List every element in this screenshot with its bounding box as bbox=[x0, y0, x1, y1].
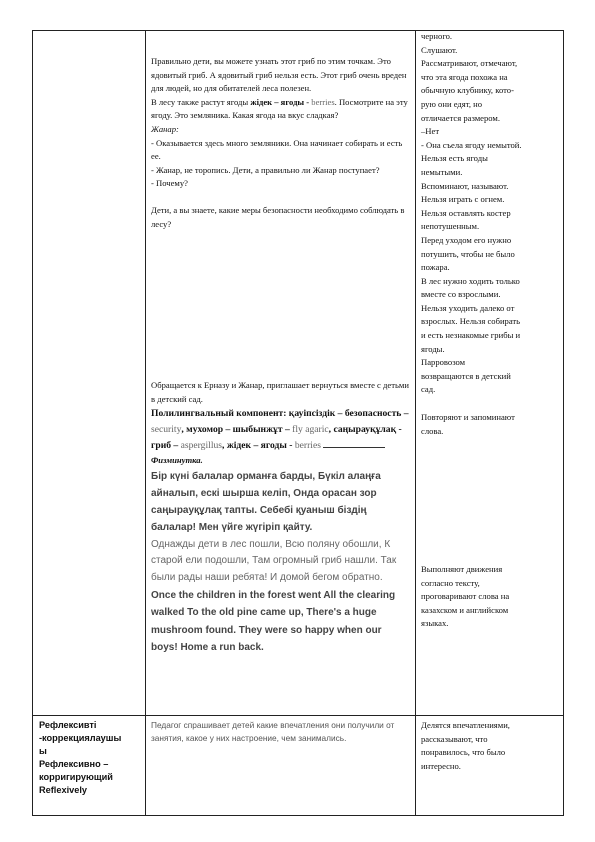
right-line: и есть незнакомые грибы и bbox=[421, 330, 521, 341]
right-line: Нельзя играть с огнем. bbox=[421, 194, 505, 205]
movements-line: согласно тексту, bbox=[421, 577, 480, 588]
reflection-teacher-cell bbox=[146, 719, 415, 809]
mushroom-paragraph: Правильно дети, вы можете узнать этот гриб по этим точкам. Это ядовитый гриб. А ядовитый гриб нельзя есть. Этот гриб очень вреден для людей, но для обитателей леса полезен. bbox=[151, 56, 407, 94]
dialogue-line: - Жанар, не торопись. Дети, а правильно ли Жанар поступает? bbox=[151, 164, 380, 175]
kazakh-poem: Бір күні балалар орманға барды, Бүкіл алаңға айналып, ескі шырша келіп, Онда орасан зор саңырауқұлақ тапты. Себебі қуаныш біздің балалар! Мен үйге жүгіріп қайту. bbox=[151, 470, 381, 534]
russian-poem: Однажды дети в лес пошли, Всю поляну обошли, К старой ели подошли, Там огромный гриб нашли. Так были рады наши ребята! И домой бегом обратно. bbox=[151, 538, 397, 584]
stage-line: корригирующий bbox=[39, 772, 113, 782]
right-line: пожара. bbox=[421, 262, 450, 273]
stage-line: Рефлексивно – bbox=[39, 759, 109, 769]
stage-line: Reflexively bbox=[39, 785, 88, 795]
right-line: что эта ягода похожа на bbox=[421, 71, 508, 82]
right-line: потушить, чтобы не было bbox=[421, 248, 515, 259]
right-line: Нельзя оставлять костер bbox=[421, 207, 511, 218]
reflection-line: интересно. bbox=[421, 760, 461, 771]
polylingual-component: Полилингвальный компонент: қауіпсіздік – безопасность – security, мухомор – шыбынжұт – fly agaric, саңырауқұлақ - гриб – aspergillus, жідек – ягоды - berries bbox=[151, 408, 409, 452]
address-paragraph: Обращается к Ерназу и Жанар, приглашает вернуться вместе с детьми в детский сад. bbox=[151, 380, 409, 404]
berries-paragraph: В лесу также растут ягоды жідек – ягоды - berries. Посмотрите на эту ягоду. Это земляника. Какая ягода на вкус сладкая? bbox=[151, 96, 408, 121]
repeat-line: слова. bbox=[421, 425, 444, 436]
stage-line: ы bbox=[39, 746, 47, 756]
right-line: возвращаются в детский bbox=[421, 370, 511, 381]
english-poem: Once the children in the forest went All the clearing walked To the old pine came up, There's a huge mushroom found. They were so happy when our boys! Home a run back. bbox=[151, 589, 396, 654]
right-line: вместе со взрослыми. bbox=[421, 289, 501, 300]
right-line: рую они едят, но bbox=[421, 98, 483, 109]
right-line: Нельзя есть ягоды bbox=[421, 153, 488, 164]
movements-cell bbox=[416, 563, 564, 643]
right-line: - Она съела ягоду немытой. bbox=[421, 139, 522, 150]
right-line: Слушают. bbox=[421, 44, 458, 55]
repeat-line: Повторяют и запоминают bbox=[421, 412, 515, 423]
right-line: отличается размером. bbox=[421, 112, 500, 123]
dialogue-line: - Почему? bbox=[151, 178, 188, 189]
reflection-line: рассказывают, что bbox=[421, 733, 488, 744]
fizminutka-heading: Физминутка. bbox=[151, 455, 203, 466]
right-line: обычную клубнику, кото- bbox=[421, 85, 514, 96]
row-divider bbox=[33, 715, 563, 716]
reflection-children-cell bbox=[416, 719, 564, 809]
stage-name-cell bbox=[33, 719, 145, 815]
lesson-table bbox=[32, 30, 564, 816]
right-line: взрослых. Нельзя собирать bbox=[421, 316, 521, 327]
right-line: Перед уходом его нужно bbox=[421, 234, 512, 245]
blank-line bbox=[323, 446, 385, 448]
children-activity-cell bbox=[416, 30, 564, 490]
right-line: немытыми. bbox=[421, 166, 463, 177]
right-line: В лес нужно ходить только bbox=[421, 275, 520, 286]
right-line: Рассматривают, отмечают, bbox=[421, 58, 518, 69]
right-line: Вспоминают, называют. bbox=[421, 180, 509, 191]
movements-line: казахском и английском bbox=[421, 604, 509, 615]
stage-line: -коррекциялаушы bbox=[39, 733, 122, 743]
teacher-activity-lower bbox=[146, 379, 415, 713]
right-line: сад. bbox=[421, 384, 436, 395]
movements-line: языках. bbox=[421, 618, 449, 629]
right-line: непотушенным. bbox=[421, 221, 480, 232]
reflection-text: Педагог спрашивает детей какие впечатления они получили от занятия, какое у них настроение, чем занимались. bbox=[151, 720, 395, 743]
spacer bbox=[421, 397, 560, 411]
stage-line: Рефлексивті bbox=[39, 720, 97, 730]
movements-line: проговаривают слова на bbox=[421, 591, 510, 602]
right-line: –Нет bbox=[421, 126, 440, 137]
dialogue-line: - Оказывается здесь много земляники. Она начинает собирать и есть ее. bbox=[151, 137, 403, 162]
safety-question: Дети, а вы знаете, какие меры безопасности необходимо соблюдать в лесу? bbox=[151, 204, 405, 229]
movements-line: Выполняют движения bbox=[421, 564, 503, 574]
spacer bbox=[151, 191, 409, 204]
reflection-line: Делятся впечатлениями, bbox=[421, 720, 510, 730]
teacher-activity-cell bbox=[146, 55, 415, 395]
reflection-line: понравилось, что было bbox=[421, 747, 506, 758]
right-line: Парровозом bbox=[421, 357, 466, 368]
zhanar-label: Жанар: bbox=[151, 123, 179, 134]
right-line: черного. bbox=[421, 31, 453, 41]
right-line: Нельзя уходить далеко от bbox=[421, 302, 515, 313]
right-line: ягоды. bbox=[421, 343, 445, 354]
